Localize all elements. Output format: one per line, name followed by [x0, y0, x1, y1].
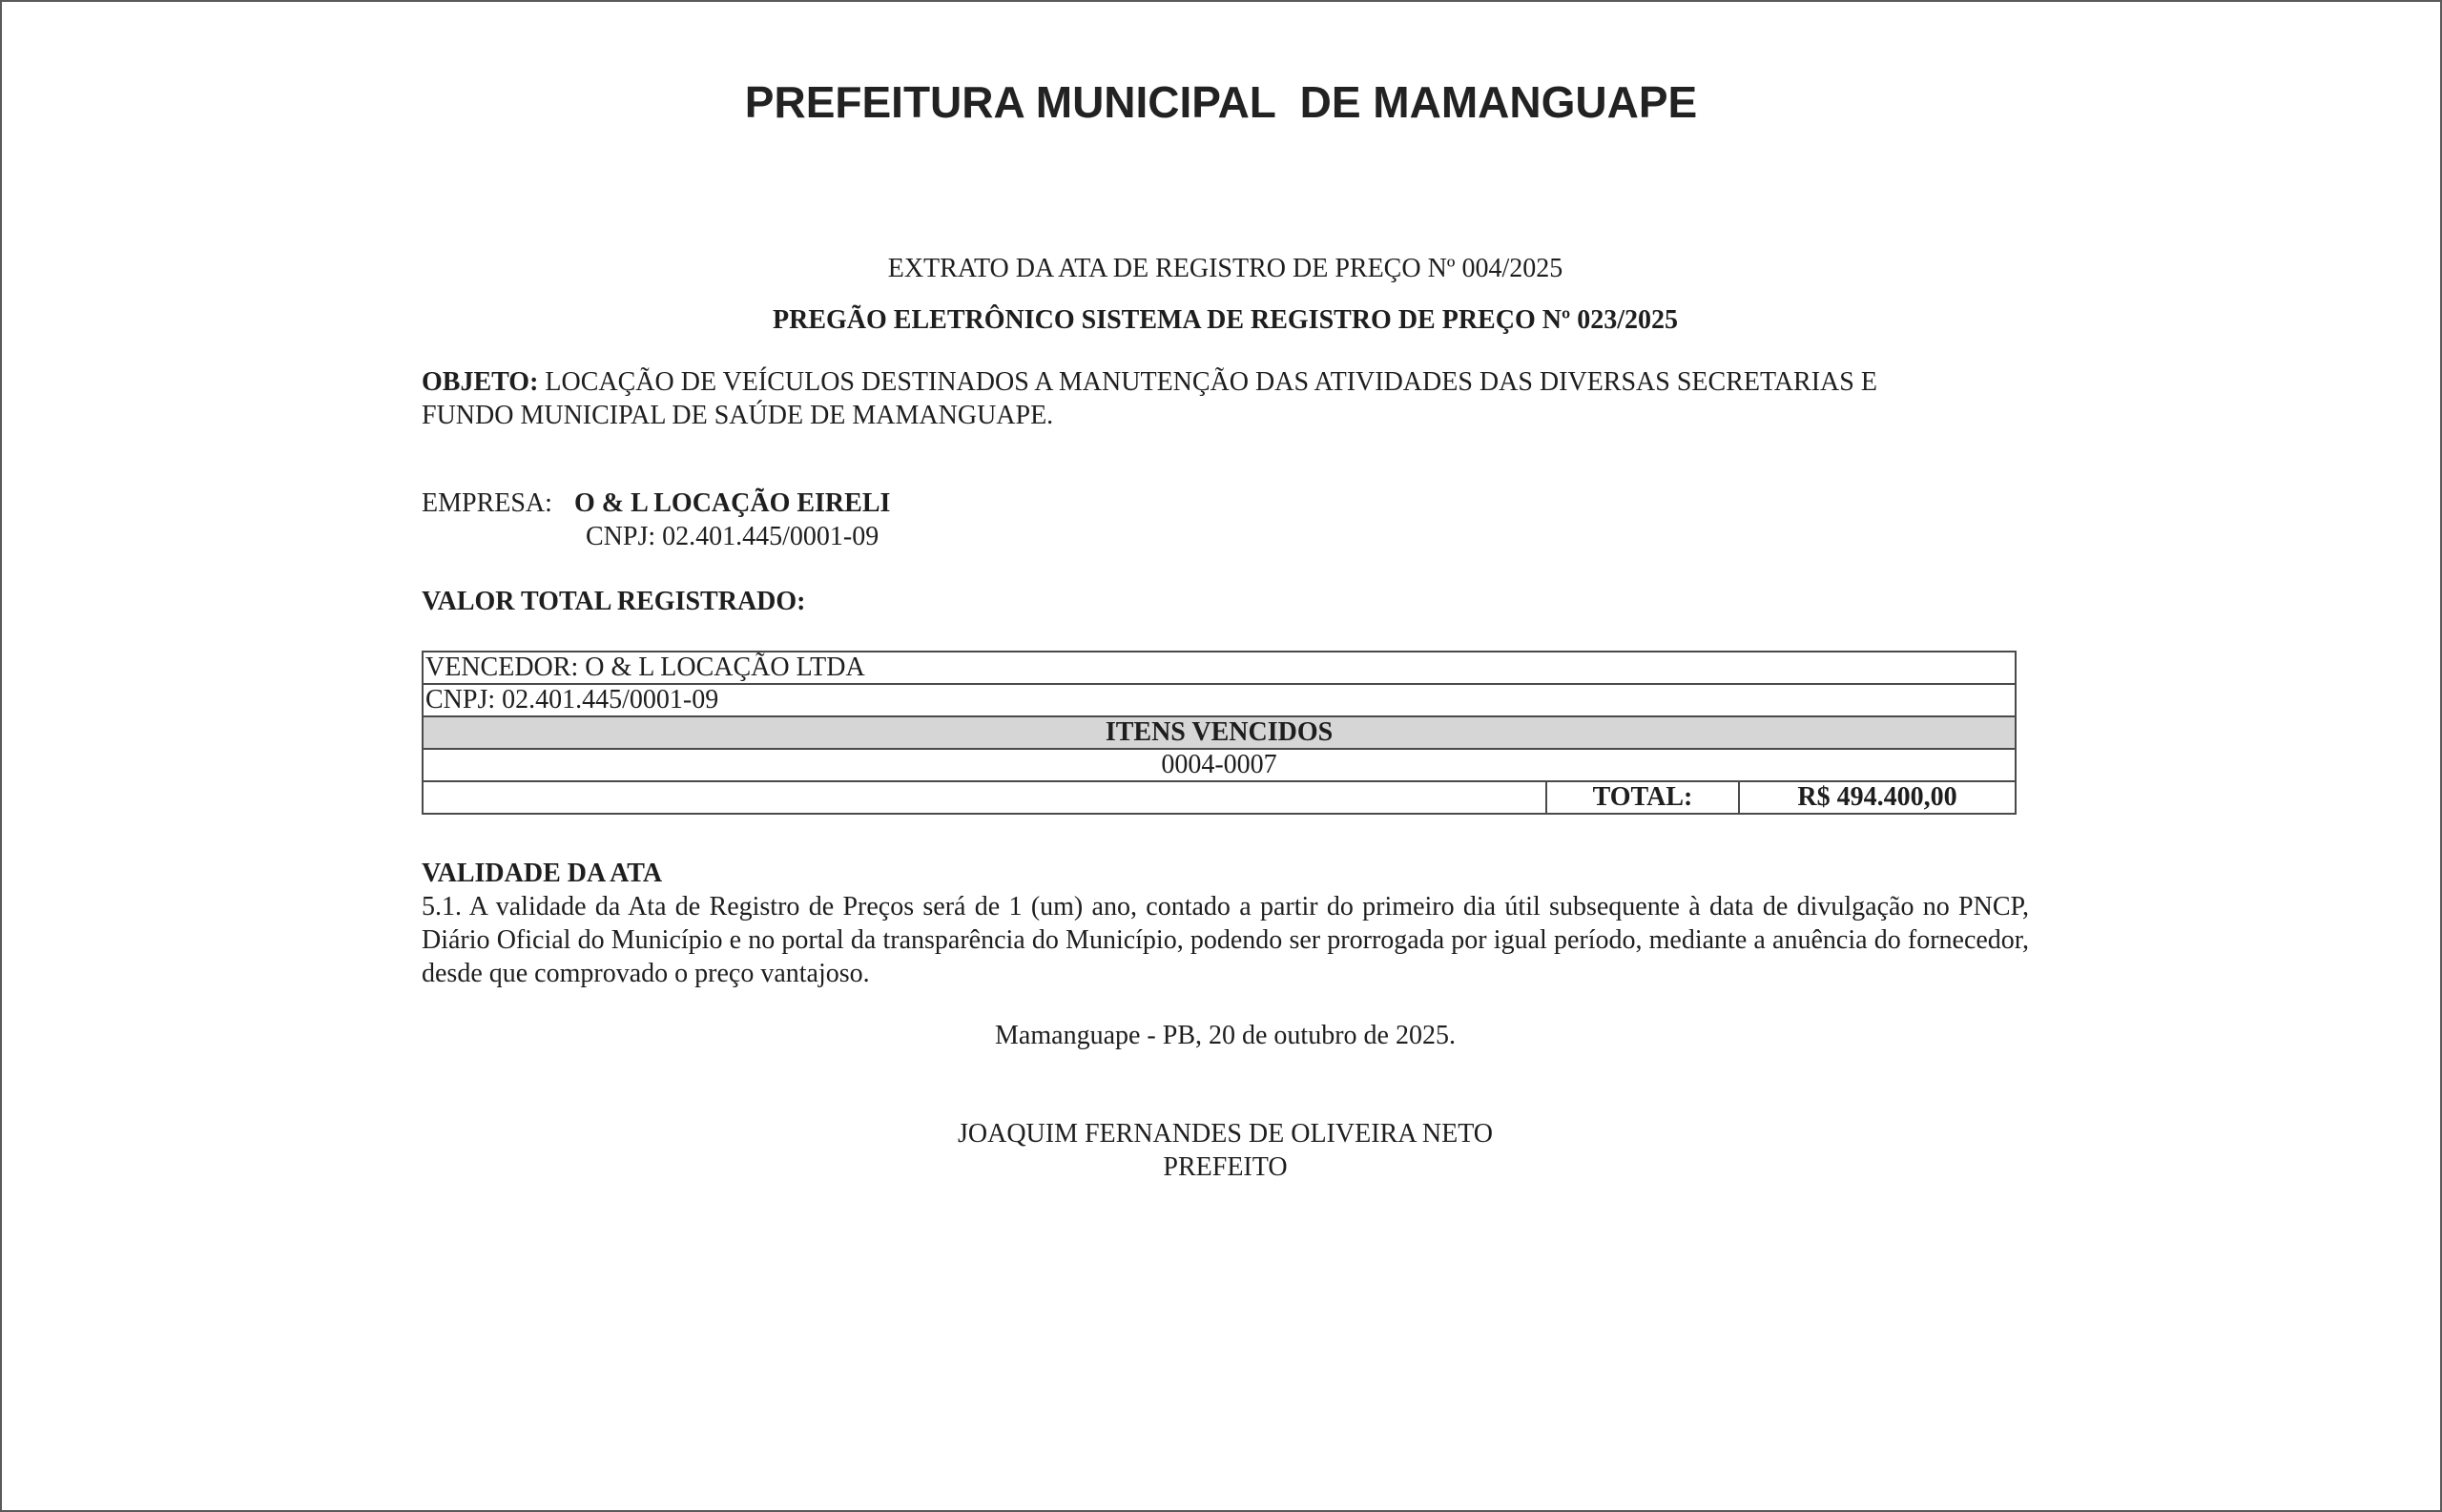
auction-title: PREGÃO ELETRÔNICO SISTEMA DE REGISTRO DE PREÇO Nº 023/2025 [773, 305, 1678, 335]
signatory-name: JOAQUIM FERNANDES DE OLIVEIRA NETO [957, 1119, 1494, 1149]
table-row [423, 749, 2016, 781]
company-label: EMPRESA: [422, 488, 552, 518]
validity-title: VALIDADE DA ATA [422, 859, 663, 888]
total-value-cell: R$ 494.400,00 [1739, 781, 2016, 814]
page-title: PREFEITURA MUNICIPAL DE MAMANGUAPE [744, 77, 1698, 127]
total-registered-label: VALOR TOTAL REGISTRADO: [422, 587, 806, 616]
items-header-cell: ITENS VENCIDOS [423, 716, 2016, 749]
place-date: Mamanguape - PB, 20 de outubro de 2025. [995, 1021, 1456, 1050]
winner-cnpj-cell: CNPJ: 02.401.445/0001-09 [423, 684, 2016, 716]
object-text: LOCAÇÃO DE VEÍCULOS DESTINADOS A MANUTENÇÃO DAS ATIVIDADES DAS DIVERSAS SECRETARIAS E FUNDO MUNICIPAL DE SAÚDE DE MAMANGUAPE. [422, 367, 1877, 430]
validity-text: 5.1. A validade da Ata de Registro de Preços será de 1 (um) ano, contado a partir do primeiro dia útil subsequente à data de divulgação no PNCP, Diário Oficial do Município e no portal da transparência do Município, podendo ser prorrogada por igual período, mediante a anuência do fornecedor, desde que comprovado o preço vantajoso. [422, 892, 2029, 988]
items-cell: 0004-0007 [423, 749, 2016, 781]
winner-cell: VENCEDOR: O & L LOCAÇÃO LTDA [423, 652, 2016, 684]
signatory-role: PREFEITO [1163, 1152, 1288, 1182]
table-row [423, 652, 2016, 684]
object-label: OBJETO: [422, 367, 539, 397]
company-name: O & L LOCAÇÃO EIRELI [574, 488, 891, 518]
winner-table [422, 651, 2017, 815]
extract-title: EXTRATO DA ATA DE REGISTRO DE PREÇO Nº 004/2025 [887, 254, 1563, 283]
company-line [422, 487, 890, 520]
table-row [423, 716, 2016, 749]
table-row [423, 781, 2016, 814]
company-cnpj: CNPJ: 02.401.445/0001-09 [586, 522, 880, 551]
object-paragraph [422, 365, 1967, 432]
empty-cell [423, 781, 1546, 814]
table-row [423, 684, 2016, 716]
total-label-cell: TOTAL: [1546, 781, 1739, 814]
